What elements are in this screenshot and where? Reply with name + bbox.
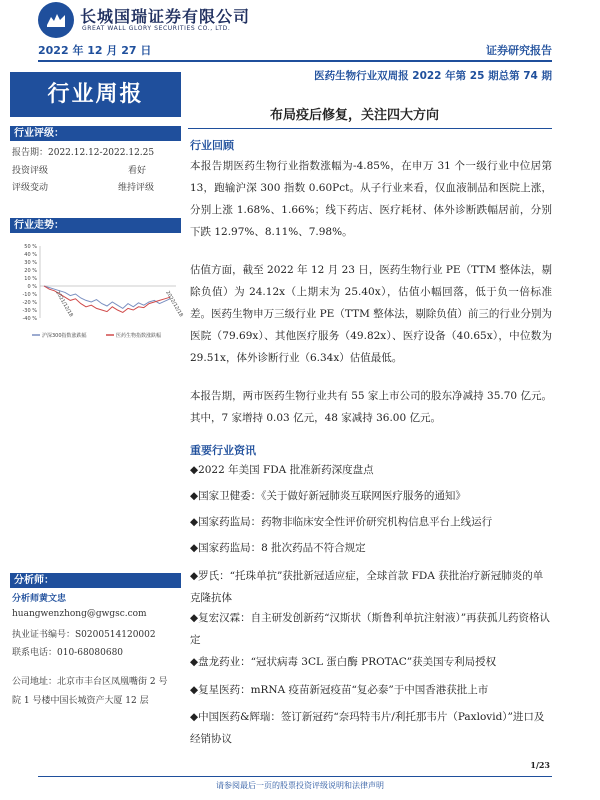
news-item: ◆国家药监局：8 批次药品不符合规定 [190, 542, 366, 554]
analyst-email[interactable]: huangwenzhong@gwgsc.com [12, 609, 147, 619]
y-tick-label: 30 % [24, 260, 37, 266]
review-paragraph-2: 估值方面，截至 2022 年 12 月 23 日，医药生物行业 PE（TTM 整体法，剔除负值）为 24.12x（上期末为 25.40x），估值小幅回落，低于负一倍标准差。医药生物申万三级行业 PE（TTM 整体法，剔除负值）前三的行业分别为医院（79.69x）、其他医疗服务（49.82x）、医疗设备（40.65x），中位数为 29.51x，体外诊断行业（6.34x）估值最低。 [190, 264, 552, 364]
company-logo [38, 2, 74, 38]
analyst-cert: 执业证书编号：S0200514120002 [12, 630, 156, 640]
analyst-name: 分析师黄文忠 [12, 594, 67, 604]
report-title: 布局疫后修复，关注四大方向 [270, 108, 440, 123]
y-tick-label: 10 % [24, 276, 37, 282]
news-item: ◆国家药监局：药物非临床安全性评价研究机构信息平台上线运行 [190, 516, 493, 528]
change-value: 维持评级 [118, 183, 155, 193]
industry-review-heading: 行业回顾 [190, 139, 234, 152]
industry-trend-chart [10, 240, 184, 350]
sidebar-title: 行业周报 [10, 72, 181, 117]
news-item: ◆罗氏：“托珠单抗”获批新冠适应症，全球首款 FDA 获批治疗新冠肺炎的单克隆抗体 [190, 570, 544, 604]
y-tick-label: -30 % [22, 308, 37, 314]
review-paragraph-3: 本报告期，两市医药生物行业共有 55 家上市公司的股东净减持 35.70 亿元。其中，7 家增持 0.03 亿元，48 家减持 36.00 亿元。 [190, 390, 552, 424]
news-item: ◆2022 年美国 FDA 批准新药深度盘点 [190, 464, 374, 476]
wall-logo-icon [46, 11, 66, 29]
industry-news-heading: 重要行业资讯 [190, 444, 256, 457]
header-divider [38, 60, 552, 62]
rating-section-header: 行业评级： [10, 126, 181, 141]
y-tick-label: -40 % [22, 316, 37, 322]
x-tick-label: 2022/12/18 [164, 290, 184, 318]
y-tick-label: -10 % [22, 292, 37, 298]
y-tick-label: 40 % [24, 252, 37, 258]
x-tick-label: 2021/12/18 [54, 290, 74, 318]
company-name-cn: 长城国瑞证券有限公司 [80, 7, 251, 26]
change-label: 评级变动 [12, 183, 49, 193]
issue-number: 医药生物行业双周报 2022 年第 25 期总第 74 期 [314, 70, 552, 82]
page-number: 1/23 [530, 760, 550, 770]
y-tick-label: 20 % [24, 268, 37, 274]
company-name-en: GREAT WALL GLORY SECURITIES CO., LTD. [82, 25, 231, 32]
news-item: ◆国家卫健委：《关于做好新冠肺炎互联网医疗服务的通知》 [190, 490, 466, 502]
legend-label: 沪深300指数涨跌幅 [42, 333, 87, 339]
news-item: ◆复星医药：mRNA 疫苗新冠疫苗“复必泰”于中国香港获批上市 [190, 684, 489, 696]
news-item: ◆中国医药&辉瑞：签订新冠药“奈玛特韦片/利托那韦片（Paxlovid）”进口及经销协议 [190, 711, 545, 745]
title-divider [188, 128, 552, 129]
analyst-phone: 联系电话：010-68080680 [12, 648, 124, 658]
footer-divider [38, 776, 552, 777]
analyst-section-header: 分析师： [10, 573, 181, 588]
y-tick-label: -20 % [22, 300, 37, 306]
trend-section-header: 行业走势： [10, 218, 181, 233]
review-paragraph-1: 本报告期医药生物行业指数涨幅为-4.85%，在申万 31 个一级行业中位居第 13，跑输沪深 300 指数 0.60Pct。从子行业来看，仅血液制品和医院上涨，分别上涨 1.68%、1.66%；线下药店、医疗耗材、体外诊断跌幅居前，分别下跌 12.97%、8.11%、7.98%。 [190, 160, 552, 238]
y-tick-label: 0 % [27, 284, 37, 290]
company-address: 公司地址：北京市丰台区凤凰嘴街 2 号院 1 号楼中国长城资产大厦 12 层 [12, 677, 168, 706]
report-period: 报告期：2022.12.12-2022.12.25 [12, 148, 155, 158]
y-tick-label: 50 % [24, 244, 37, 250]
news-item: ◆盘龙药业：“冠状病毒 3CL 蛋白酶 PROTAC”获美国专利局授权 [190, 656, 497, 668]
news-item: ◆复宏汉霖：自主研发创新药“汉斯状（斯鲁利单抗注射液）”再获孤儿药资格认定 [190, 612, 551, 646]
report-date: 2022 年 12 月 27 日 [38, 44, 152, 57]
rating-label: 投资评级 [12, 166, 49, 176]
rating-value: 看好 [128, 166, 147, 176]
legend-label: 医药生物指数涨跌幅 [116, 333, 162, 339]
footer-disclaimer: 请参阅最后一页的股票投资评级说明和法律声明 [216, 781, 384, 790]
report-type: 证券研究报告 [486, 44, 552, 57]
